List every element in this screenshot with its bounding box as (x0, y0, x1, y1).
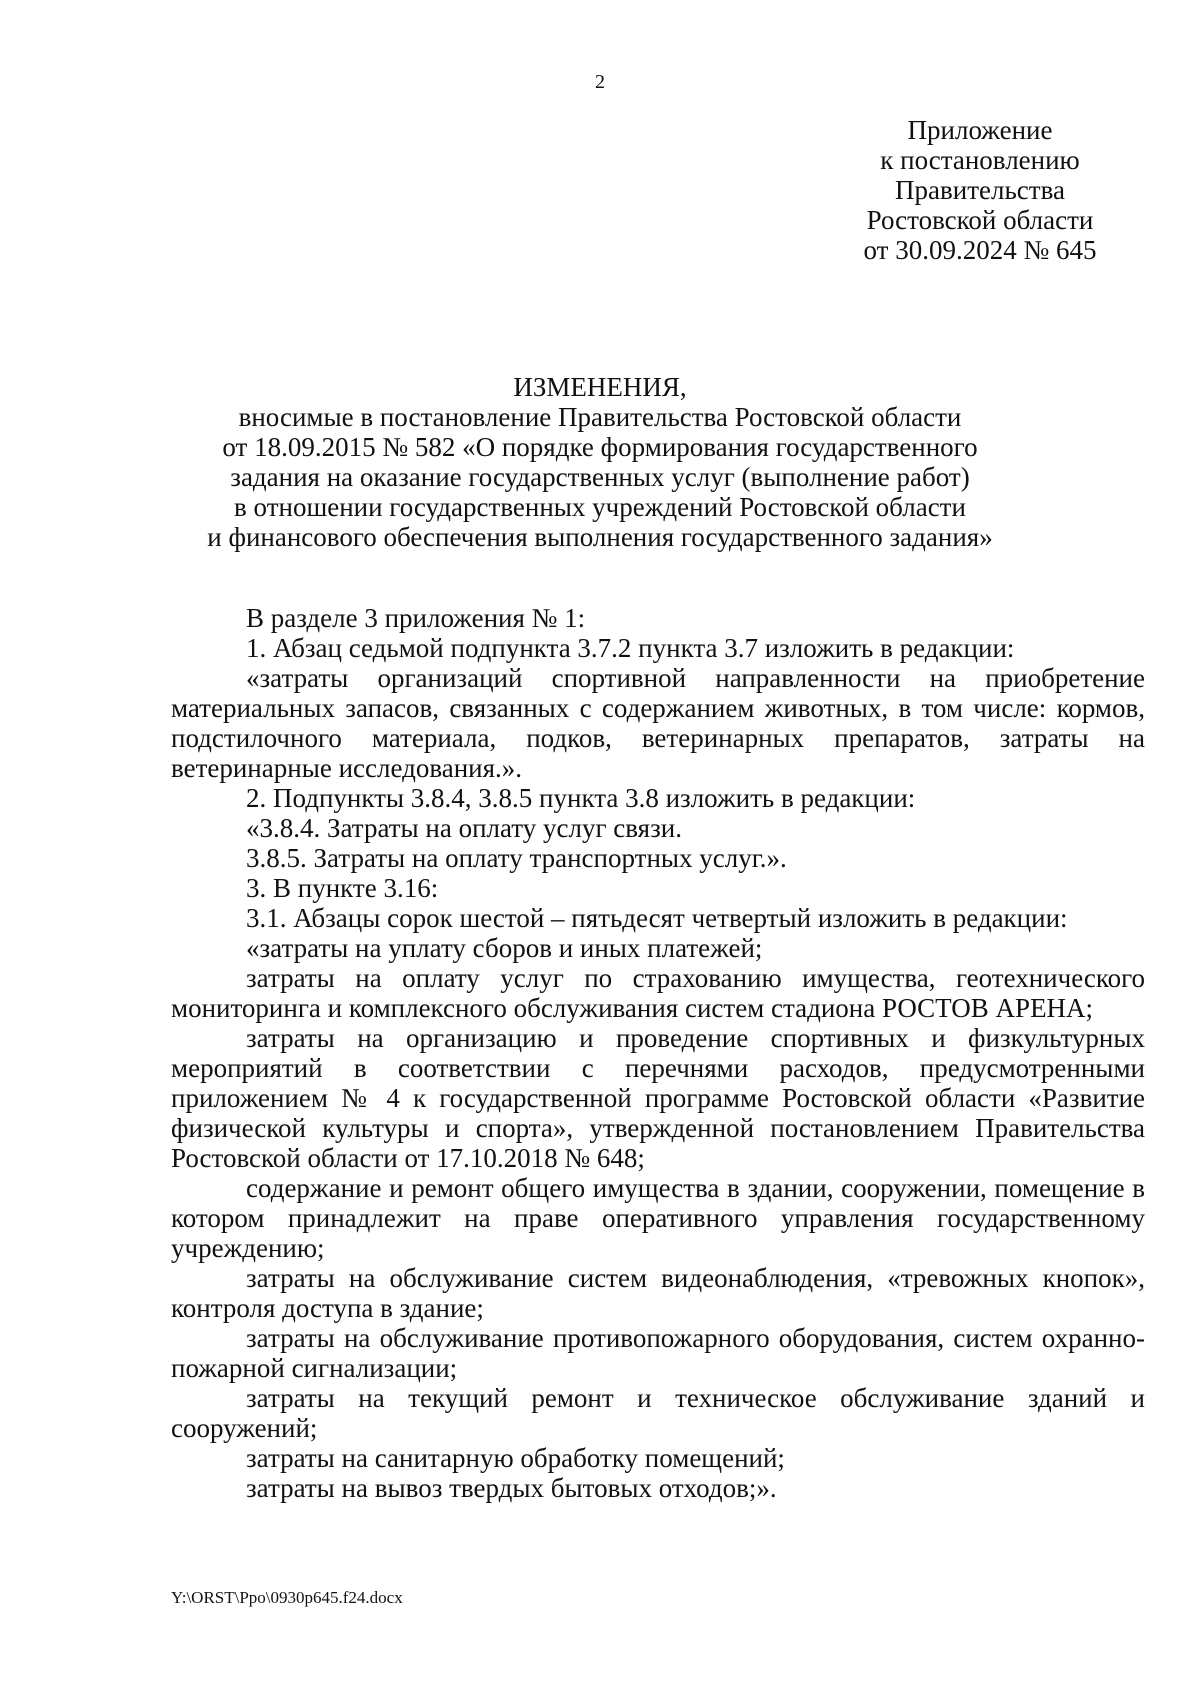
appendix-line: Ростовской области (866, 205, 1094, 235)
document-title: ИЗМЕНЕНИЯ, (513, 372, 687, 402)
body-paragraph: «затраты организаций спортивной направленности на приобретение материальных запасов, связанных с содержанием животных, в том числе: кормов, подстилочного материала, подков, ветеринарных препаратов, затраты на ветеринарные исследования.». (171, 663, 1145, 783)
document-subtitle-line: от 18.09.2015 № 582 «О порядке формирования государственного (222, 432, 978, 462)
body-paragraph: затраты на обслуживание систем видеонаблюдения, «тревожных кнопок», контроля доступа в здание; (171, 1263, 1145, 1323)
body-paragraph: содержание и ремонт общего имущества в здании, сооружении, помещение в котором принадлежит на праве оперативного управления государственному учреждению; (171, 1173, 1145, 1263)
appendix-header (820, 115, 1140, 265)
appendix-line: от 30.09.2024 № 645 (863, 235, 1097, 265)
body-paragraph: «3.8.4. Затраты на оплату услуг связи. (246, 813, 682, 843)
document-subtitle-line: в отношении государственных учреждений Ростовской области (234, 492, 966, 522)
body-paragraph: затраты на санитарную обработку помещений; (246, 1443, 785, 1473)
body-paragraph: 3.1. Абзацы сорок шестой – пятьдесят четвертый изложить в редакции: (246, 903, 1068, 933)
body-paragraph: 3. В пункте 3.16: (246, 873, 439, 903)
body-paragraph: затраты на текущий ремонт и техническое обслуживание зданий и сооружений; (171, 1383, 1145, 1443)
body-paragraph: затраты на вывоз твердых бытовых отходов;». (246, 1473, 777, 1503)
body-paragraph: затраты на обслуживание противопожарного оборудования, систем охранно-пожарной сигнализации; (171, 1323, 1145, 1383)
document-subtitle-line: вносимые в постановление Правительства Ростовской области (238, 402, 962, 432)
footer-file-path: Y:\ORST\Ppo\0930p645.f24.docx (171, 1588, 403, 1607)
document-title-block (150, 372, 1050, 552)
appendix-line: к постановлению (880, 145, 1080, 175)
body-paragraph: В разделе 3 приложения № 1: (246, 603, 586, 633)
body-paragraph: затраты на оплату услуг по страхованию имущества, геотехнического мониторинга и комплексного обслуживания систем стадиона РОСТОВ АРЕНА; (171, 963, 1145, 1023)
appendix-line: Правительства (895, 175, 1065, 205)
body-paragraph: 3.8.5. Затраты на оплату транспортных услуг.». (246, 843, 787, 873)
document-subtitle-line: задания на оказание государственных услуг (выполнение работ) (230, 462, 970, 492)
appendix-line: Приложение (907, 115, 1053, 145)
document-body (171, 603, 1145, 1503)
body-paragraph: 2. Подпункты 3.8.4, 3.8.5 пункта 3.8 изложить в редакции: (246, 783, 916, 813)
body-paragraph: затраты на организацию и проведение спортивных и физкультурных мероприятий в соответствии с перечнями расходов, предусмотренными приложением № 4 к государственной программе Ростовской области «Развитие физической культуры и спорта», утвержденной постановлением Правительства Ростовской области от 17.10.2018 № 648; (171, 1023, 1145, 1173)
document-subtitle-line: и финансового обеспечения выполнения государственного задания» (207, 522, 993, 552)
body-paragraph: 1. Абзац седьмой подпункта 3.7.2 пункта 3.7 изложить в редакции: (246, 633, 1015, 663)
body-paragraph: «затраты на уплату сборов и иных платежей; (246, 933, 763, 963)
page-number: 2 (595, 71, 605, 93)
